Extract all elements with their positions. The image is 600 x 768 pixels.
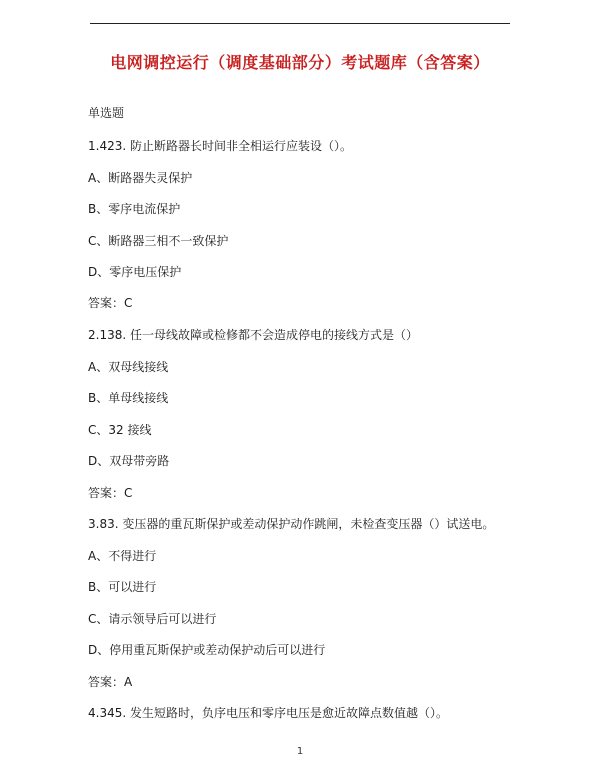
- question-option: D、双母带旁路: [88, 454, 170, 468]
- question-stem: 2.138. 任一母线故障或检修都不会造成停电的接线方式是（）: [88, 328, 418, 342]
- question-option: D、零序电压保护: [88, 265, 182, 279]
- question-option: C、断路器三相不一致保护: [88, 234, 229, 248]
- question-option: C、请示领导后可以进行: [88, 612, 217, 626]
- question-answer: 答案：A: [88, 675, 133, 689]
- question-option: A、断路器失灵保护: [88, 171, 193, 185]
- document-title: 电网调控运行（调度基础部分）考试题库（含答案）: [110, 53, 490, 72]
- page-number: 1: [296, 746, 304, 757]
- question-option: B、零序电流保护: [88, 202, 181, 216]
- question-option: A、双母线接线: [88, 360, 169, 374]
- question-option: B、可以进行: [88, 580, 157, 594]
- question-answer: 答案：C: [88, 486, 133, 500]
- question-option: D、停用重瓦斯保护或差动保护动后可以进行: [88, 643, 326, 657]
- question-option: A、不得进行: [88, 549, 157, 563]
- question-answer: 答案：C: [88, 296, 133, 310]
- question-stem: 4.345. 发生短路时，负序电压和零序电压是愈近故障点数值越（）。: [88, 706, 448, 720]
- header-rule: [90, 23, 510, 24]
- question-option: C、32 接线: [88, 423, 152, 437]
- question-stem: 3.83. 变压器的重瓦斯保护或差动保护动作跳闸，未检查变压器（）试送电。: [88, 517, 495, 531]
- question-option: B、单母线接线: [88, 391, 169, 405]
- section-label: 单选题: [88, 106, 125, 120]
- question-stem: 1.423. 防止断路器长时间非全相运行应装设（）。: [88, 139, 352, 153]
